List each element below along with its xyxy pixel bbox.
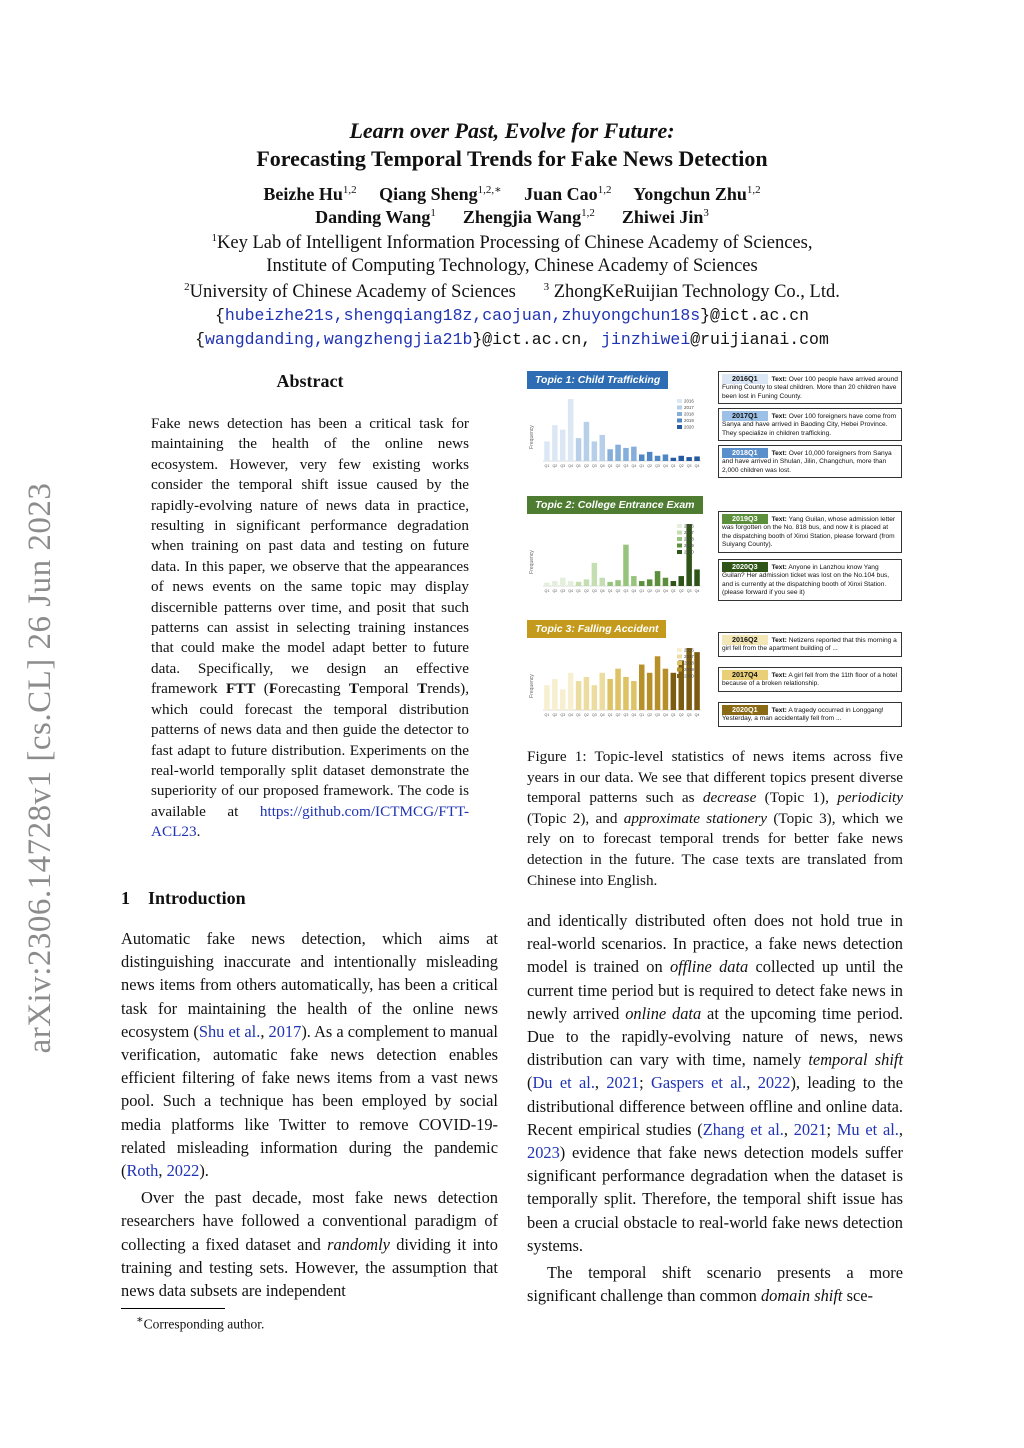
abstract-text: orecasting	[278, 680, 349, 698]
legend-swatch	[677, 668, 682, 672]
case-badge: 2016Q2	[722, 635, 768, 645]
citation-link[interactable]: Du et al.	[532, 1073, 595, 1093]
bar	[560, 578, 566, 586]
tick-label: Q1	[607, 713, 613, 717]
tick-label: Q3	[560, 589, 566, 593]
abstract-text: Fake news detection has been a critical task for maintaining the health of the online news ecosystem. However, very few existing works consider the temporal shift issue caused by the rapidly-evolving nature of news data in practice, resulting in significant performance degradation when training on past data and testing on future data. In this paper, we observe that the appearances of news events on the same topic may display discernible patterns over time, and posit that such patterns can assist in selecting training instances that could make the model adapt better to future data. Specifically, we design an effective framework	[151, 415, 469, 698]
bar	[576, 681, 582, 710]
tick-label: Q3	[591, 589, 597, 593]
abstract-text: emporal	[359, 680, 418, 698]
tick-label: Q2	[678, 713, 684, 717]
tick-label: Q4	[663, 464, 668, 468]
bar	[639, 665, 645, 710]
citation-year-link[interactable]: 2022	[757, 1073, 791, 1093]
figure-caption: Figure 1: Topic-level statistics of news items across five years in our data. We see that different topics present diverse temporal patterns such as decrease (Topic 1), periodicity (Topic 2), and approximate stationery (Topic 3), which we rely on to forecast temporal trends for better fake news detection in the future. The case texts are translated from Chinese into English.	[527, 748, 904, 889]
tick-label: Q1	[607, 589, 613, 593]
author: Zhiwei Jin	[621, 207, 704, 227]
y-axis-label: Frequency	[529, 674, 535, 698]
citation-year-link[interactable]: 2022	[166, 1161, 200, 1181]
legend-label: 2018	[684, 536, 694, 542]
right-column-body	[527, 909, 903, 1307]
tick-label: Q3	[686, 464, 692, 468]
chart-topic2	[527, 514, 715, 606]
affiliation-2-3	[0, 281, 1024, 303]
tick-label: Q1	[544, 589, 550, 593]
legend-label: 2019	[684, 667, 694, 673]
affil-text: ZhongKeRuijian Technology Co., Ltd.	[553, 282, 840, 303]
case-label: Text:	[771, 413, 787, 420]
code-link[interactable]: https://github.com/ICTMCG/FTT-ACL23	[151, 802, 469, 841]
tick-label: Q2	[647, 464, 653, 468]
bar	[615, 669, 621, 710]
case-badge: 2019Q3	[722, 514, 768, 524]
author-sup: 1,2	[342, 184, 357, 196]
legend-swatch	[677, 524, 682, 528]
footnote	[136, 1313, 264, 1333]
tick-label: Q2	[584, 464, 589, 468]
author: Qiang Sheng	[379, 184, 478, 204]
tick-label: Q2	[552, 589, 558, 593]
bar	[584, 579, 590, 586]
arxiv-identifier: arXiv:2306.14728v1 [cs.CL] 26 Jun 2023	[22, 482, 58, 1054]
author-sup: 3	[703, 207, 709, 219]
bar	[686, 457, 692, 461]
legend-label: 2020	[684, 673, 694, 679]
bar	[694, 456, 700, 461]
tick-label: Q4	[599, 589, 605, 593]
citation-link[interactable]: Gaspers et al.	[651, 1073, 747, 1093]
bold-letter: T	[348, 680, 360, 698]
tick-label: Q3	[623, 464, 629, 468]
legend-label: 2017	[684, 405, 694, 411]
legend-label: 2016	[684, 523, 694, 529]
case-box	[718, 667, 902, 692]
tick-label: Q2	[584, 713, 589, 717]
email-link[interactable]: wangdanding,wangzhengjia21b	[205, 330, 473, 349]
case-badge: 2017Q4	[722, 670, 768, 680]
email-domain: @ict.ac.cn,	[482, 330, 592, 349]
bar	[663, 578, 669, 586]
email-link[interactable]: hubeizhe21s,shengqiang18z,caojuan,zhuyongchun18s	[224, 306, 701, 325]
tick-label: Q2	[678, 589, 684, 593]
author-sup: 1,2	[581, 207, 595, 219]
chart-topic1	[527, 389, 715, 481]
legend-swatch	[677, 648, 682, 652]
legend-swatch	[677, 537, 682, 541]
legend-label: 2018	[684, 411, 694, 417]
bar	[552, 425, 558, 461]
case-box	[718, 371, 902, 404]
case-text: Over 10,000 foreigners from Sanya and have arrived in Shulan, Jilin, Changchun, more than 2,000 children was lost.	[722, 450, 892, 474]
tick-label: Q3	[686, 713, 692, 717]
tick-label: Q1	[639, 713, 645, 717]
bar	[623, 677, 629, 710]
bar	[552, 679, 558, 710]
tick-label: Q1	[670, 589, 676, 593]
tick-label: Q4	[599, 713, 605, 717]
y-axis-label: Frequency	[529, 550, 535, 574]
paper-title-line1: Learn over Past, Evolve for Future:	[349, 118, 675, 143]
author-sup: 1,2	[597, 184, 612, 196]
author-line-1	[0, 183, 1024, 205]
bar	[592, 563, 598, 586]
tick-label: Q3	[655, 589, 660, 593]
affiliation-1	[0, 232, 1024, 254]
case-label: Text:	[771, 564, 787, 571]
case-label: Text:	[771, 637, 787, 644]
legend-swatch	[677, 425, 682, 429]
tick-label: Q3	[686, 589, 692, 593]
abstract-text: .	[196, 823, 201, 841]
case-box	[718, 559, 902, 601]
paper-title-line2: Forecasting Temporal Trends for Fake News Detection	[256, 146, 768, 171]
abstract-heading: Abstract	[276, 371, 344, 391]
legend-swatch	[677, 419, 682, 423]
case-badge: 2020Q1	[722, 705, 768, 715]
footnote-mark: ∗	[136, 1314, 144, 1326]
email-line-2: {wangdanding,wangzhengjia21b}@ict.ac.cn, jinzhiwei@ruijianai.com	[195, 330, 829, 349]
bar	[623, 448, 629, 461]
case-label: Text:	[771, 672, 787, 679]
case-badge: 2018Q1	[722, 448, 768, 458]
left-column-body	[121, 927, 498, 1302]
bar	[694, 569, 700, 586]
bar	[663, 454, 669, 461]
author: Yongchun Zhu	[633, 184, 747, 204]
legend-swatch	[677, 661, 682, 665]
affil-sup: 1	[211, 232, 218, 244]
tick-label: Q2	[552, 713, 558, 717]
tick-label: Q3	[560, 713, 566, 717]
tick-label: Q4	[694, 589, 700, 593]
case-badge: 2020Q3	[722, 562, 768, 572]
legend-label: 2019	[684, 543, 694, 549]
bar	[663, 669, 669, 710]
case-badge: 2017Q1	[722, 411, 768, 421]
bar	[607, 582, 613, 586]
case-text: Over 100 foreigners have come from Sanya and have arrived in Baoding City, Hebei Province. They specialize in children trafficking.	[722, 413, 897, 437]
citation-year-link[interactable]: 2017	[268, 1021, 302, 1041]
bar	[671, 581, 677, 586]
legend-swatch	[677, 550, 682, 554]
tick-label: Q4	[631, 464, 637, 468]
case-text: Netizens reported that this morning a girl fell from the apartment building of ...	[722, 637, 897, 653]
bar	[544, 685, 550, 710]
tick-label: Q3	[623, 589, 629, 593]
section-title: Introduction	[148, 888, 246, 908]
tick-label: Q4	[694, 713, 700, 717]
legend-label: 2016	[684, 647, 694, 653]
author-sup: 1	[430, 207, 436, 219]
bar	[600, 435, 606, 461]
author: Juan Cao	[524, 184, 598, 204]
case-box	[718, 408, 902, 441]
paragraph: The temporal shift scenario presents a more significant challenge than common domain shift sce-	[527, 1263, 903, 1306]
tick-label: Q3	[591, 713, 597, 717]
tick-label: Q1	[607, 464, 613, 468]
legend-label: 2017	[684, 530, 694, 536]
tick-label: Q2	[678, 464, 684, 468]
affiliation-1b: Institute of Computing Technology, Chinese Academy of Sciences	[266, 256, 758, 276]
chart-topic3	[527, 638, 715, 730]
tick-label: Q3	[591, 464, 597, 468]
tick-label: Q4	[568, 713, 574, 717]
email-domain: @ict.ac.cn	[710, 306, 810, 325]
tick-label: Q2	[647, 713, 653, 717]
bar	[631, 681, 637, 710]
author-sup: 1,2,∗	[477, 184, 502, 196]
citation-link[interactable]: Shu et al.	[198, 1021, 261, 1041]
citation-year-link[interactable]: 2021	[606, 1073, 640, 1093]
legend-label: 2020	[684, 549, 694, 555]
bar	[655, 456, 661, 461]
bar	[623, 545, 629, 586]
bar	[647, 673, 653, 710]
case-box	[718, 702, 902, 727]
case-label: Text:	[771, 707, 787, 714]
bar	[639, 454, 645, 461]
email-line-1: {hubeizhe21s,shengqiang18z,caojuan,zhuyongchun18s}@ict.ac.cn	[214, 306, 810, 325]
legend-label: 2018	[684, 660, 694, 666]
tick-label: Q1	[576, 713, 581, 717]
bar	[568, 399, 574, 461]
bold-letter: T	[417, 680, 428, 698]
tick-label: Q4	[663, 713, 668, 717]
bar	[568, 581, 574, 586]
bar	[671, 673, 677, 710]
tick-label: Q1	[544, 713, 550, 717]
tick-label: Q1	[576, 589, 581, 593]
tick-label: Q4	[631, 589, 637, 593]
case-text: Over 100 people have arrived around Funing County to steal children. More than 20 children have been lost in Funing County.	[722, 376, 898, 400]
bar	[552, 581, 558, 586]
legend-label: 2016	[684, 398, 694, 404]
bar	[655, 656, 661, 710]
bar	[639, 581, 645, 586]
paragraph: and identically distributed often does not hold true in real-world scenarios. In practice, a fake news detection model is trained on offline data collected up until the current time period but is required to detect fake news in newly arrived online data at the upcoming time period. Due to the rapidly-evolving nature of news, news distribution can vary with time, namely temporal shift (Du et al., 2021; Gaspers et al., 2022), leading to the distributional difference between offline and online data. Recent empirical studies (Zhang et al., 2021; Mu et al., 2023) evidence that fake news detection models suffer significant performance degradation when the dataset is temporally split. Therefore, the temporal shift issue has been a crucial obstacle to real-world fake news detection systems.	[527, 911, 904, 1255]
legend-label: 2020	[684, 424, 694, 430]
case-label: Text:	[771, 450, 787, 457]
abstract-text: (	[255, 680, 269, 698]
bold-letter: F	[268, 680, 279, 698]
case-box	[718, 632, 902, 657]
affil-text: Key Lab of Intelligent Information Processing of Chinese Academy of Sciences,	[217, 233, 813, 254]
bar	[592, 685, 598, 710]
citation-year-link[interactable]: 2021	[793, 1119, 827, 1139]
tick-label: Q3	[655, 464, 660, 468]
bar	[600, 673, 606, 710]
bar	[671, 458, 677, 461]
tick-label: Q2	[615, 713, 621, 717]
tick-label: Q2	[615, 589, 621, 593]
tick-label: Q4	[631, 713, 637, 717]
legend-swatch	[677, 674, 682, 678]
tick-label: Q4	[599, 464, 605, 468]
bar	[655, 571, 661, 586]
tick-label: Q1	[670, 713, 676, 717]
bar	[694, 652, 700, 710]
bar	[607, 449, 613, 461]
tick-label: Q3	[623, 713, 629, 717]
citation-year-link[interactable]: 2023	[527, 1143, 560, 1163]
bar	[631, 447, 637, 461]
bar	[607, 679, 613, 710]
bar-chart	[527, 389, 715, 481]
bar	[631, 576, 637, 586]
case-text: Yang Guilan, whose admission letter was forgotten on the No. 818 bus, and now it is placed at the dispatching booth of Xinxi Station, please forward (from Suiyang County).	[722, 516, 896, 549]
tick-label: Q1	[576, 464, 581, 468]
tick-label: Q4	[568, 464, 574, 468]
framework-name: FTT	[225, 680, 256, 698]
panel-title: Topic 2: College Entrance Exam	[527, 496, 703, 514]
section-heading	[121, 888, 246, 909]
case-label: Text:	[771, 516, 787, 523]
bar	[584, 677, 590, 710]
tick-label: Q2	[615, 464, 621, 468]
bar-chart	[527, 514, 715, 606]
tick-label: Q1	[639, 464, 645, 468]
abstract-text: rends), which could forecast the temporal distribution patterns of news data and then guide the detector to fast adapt to future distribution. Experiments on the real-world temporally split dataset demonstrate the superiority of our proposed framework. The code is available at	[151, 680, 469, 820]
tick-label: Q3	[560, 464, 566, 468]
panel-title: Topic 3: Falling Accident	[527, 620, 666, 638]
legend-swatch	[677, 412, 682, 416]
case-badge: 2016Q1	[722, 374, 768, 384]
bar	[584, 422, 590, 461]
y-axis-label: Frequency	[529, 425, 535, 449]
tick-label: Q1	[639, 589, 645, 593]
footnote-rule	[121, 1308, 225, 1309]
bar-chart	[527, 638, 715, 730]
paragraph: Over the past decade, most fake news detection researchers have followed a conventional paradigm of collecting a fixed dataset and randomly dividing it into training and testing sets. However, the assumption that news data subsets are independent	[121, 1188, 498, 1301]
author: Zhengjia Wang	[462, 207, 582, 227]
legend-swatch	[677, 399, 682, 403]
case-box	[718, 445, 902, 478]
section-number: 1	[121, 888, 130, 908]
bar	[560, 689, 566, 710]
bar	[568, 673, 574, 710]
bar	[544, 441, 550, 461]
email-link[interactable]: jinzhiwei	[601, 330, 691, 349]
panel-title: Topic 1: Child Trafficking	[527, 371, 668, 389]
citation-link[interactable]: Roth	[126, 1161, 159, 1181]
bar	[600, 578, 606, 586]
bar	[576, 582, 582, 586]
email-domain: @ruijianai.com	[690, 330, 829, 349]
legend-swatch	[677, 406, 682, 410]
abstract-body	[151, 414, 469, 843]
affil-sup: 3	[543, 281, 550, 293]
tick-label: Q4	[694, 464, 700, 468]
tick-label: Q1	[670, 464, 676, 468]
citation-link[interactable]: Mu et al.	[836, 1119, 899, 1139]
bar	[544, 583, 550, 586]
legend-swatch	[677, 655, 682, 659]
bar	[560, 430, 566, 461]
paragraph: Automatic fake news detection, which aims at distinguishing inaccurate and intentionally misleading news items from others automatically, has been a critical task for maintaining the health of the online news ecosystem (Shu et al., 2017). As a complement to manual verification, automatic fake news detection enables efficient filtering of fake news items from a vast news pool. Such a technique has been employed by social media platforms like Twitter to remove COVID-19-related misleading information during the pandemic (Roth, 2022).	[121, 929, 498, 1181]
tick-label: Q4	[663, 589, 668, 593]
legend-label: 2017	[684, 654, 694, 660]
citation-link[interactable]: Zhang et al.	[702, 1119, 784, 1139]
bar	[615, 445, 621, 461]
bar	[592, 441, 598, 461]
tick-label: Q1	[544, 464, 550, 468]
case-text: Anyone in Lanzhou know Yang Guilan? Her admission ticket was lost on the No.104 bus, and is currently at the dispatching booth of Xinxi Station. (please forward if you see it)	[722, 564, 890, 597]
footnote-text: Corresponding author.	[143, 1316, 265, 1332]
legend-label: 2019	[684, 418, 694, 424]
bar	[679, 456, 685, 461]
author: Danding Wang	[315, 207, 431, 227]
author: Beizhe Hu	[263, 184, 343, 204]
legend-swatch	[677, 544, 682, 548]
case-box	[718, 511, 902, 553]
bar	[576, 438, 582, 461]
bar	[647, 452, 653, 461]
tick-label: Q2	[584, 589, 589, 593]
tick-label: Q3	[655, 713, 660, 717]
bar	[615, 580, 621, 586]
author-sup: 1,2	[746, 184, 761, 196]
affil-sup: 2	[184, 281, 190, 293]
bar	[647, 579, 653, 586]
author-line-2	[0, 207, 1024, 228]
tick-label: Q2	[552, 464, 558, 468]
case-text: A girl fell from the 11th floor of a hotel because of a broken relationship.	[722, 672, 898, 688]
affil-text: University of Chinese Academy of Sciences	[189, 282, 516, 303]
bar	[679, 576, 685, 586]
tick-label: Q2	[647, 589, 653, 593]
case-text: A tragedy occurred in Longgang! Yesterday, a man accidentally fell from ...	[722, 707, 884, 723]
tick-label: Q4	[568, 589, 574, 593]
legend-swatch	[677, 531, 682, 535]
case-label: Text:	[771, 376, 787, 383]
